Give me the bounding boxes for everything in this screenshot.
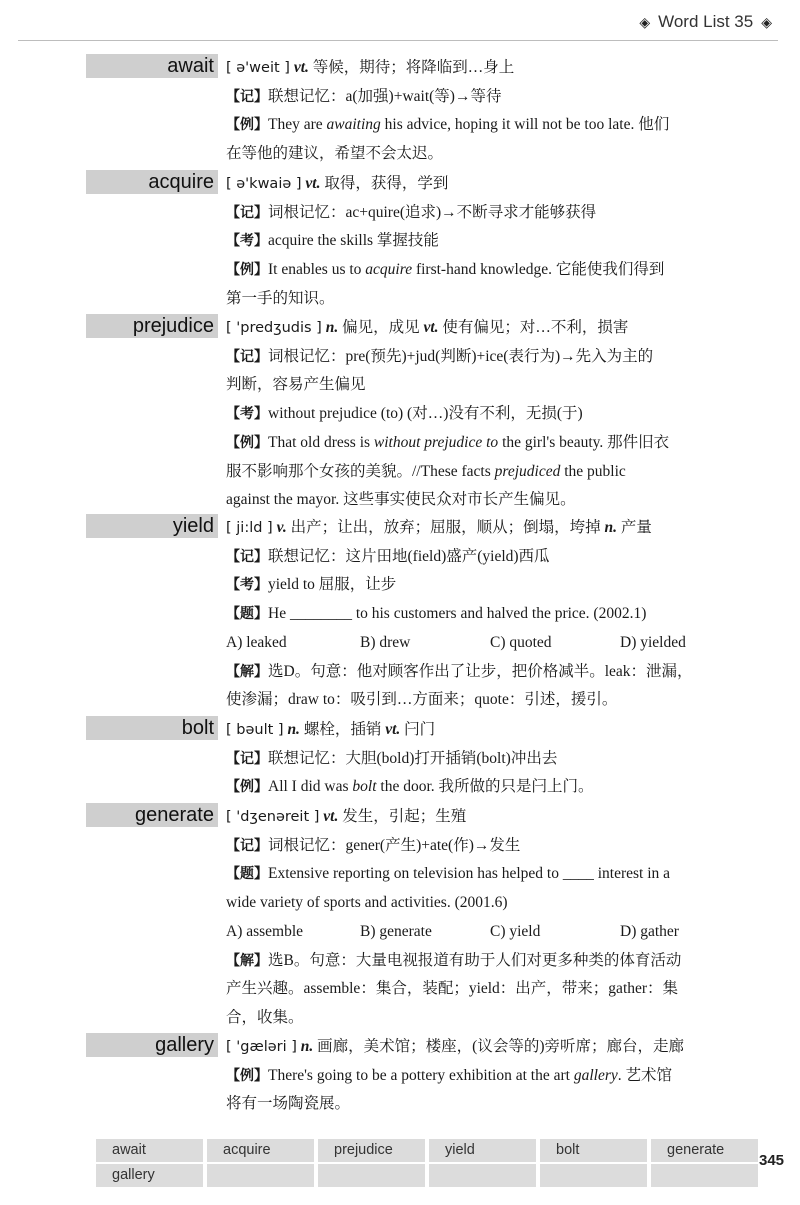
explanation-line	[226, 947, 761, 976]
entry-body	[226, 314, 761, 515]
part-of-speech: vt.	[385, 721, 401, 738]
text-part: the door. 我所做的只是闩上门。	[376, 778, 594, 796]
option-c: C) quoted	[490, 633, 552, 651]
review-word: bolt	[540, 1139, 647, 1162]
text-part: the public	[560, 462, 626, 480]
example-line	[226, 256, 761, 285]
memory-continuation	[226, 371, 761, 400]
text-part: That old dress is	[268, 433, 374, 451]
review-cell-empty	[318, 1164, 425, 1187]
tag-label: 【考】	[226, 406, 268, 423]
line-text: 第一手的知识。	[226, 289, 335, 307]
example-line	[226, 429, 761, 458]
entry-body	[226, 716, 761, 802]
tag-label: 【记】	[226, 88, 268, 105]
part-of-speech: vt.	[323, 808, 339, 825]
headword-box	[86, 803, 218, 827]
review-cell-empty	[429, 1164, 536, 1187]
line-text: acquire the skills 掌握技能	[268, 232, 439, 250]
tag-label: 【考】	[226, 577, 268, 594]
answer-options	[226, 918, 761, 947]
definition: 产量	[620, 519, 652, 536]
headword-box	[86, 170, 218, 194]
headword-box	[86, 54, 218, 78]
headword: gallery	[155, 1034, 214, 1056]
definition: 使有偏见；对…不利，损害	[442, 319, 629, 336]
part-of-speech: n.	[325, 319, 339, 336]
highlighted-word: awaiting	[326, 116, 381, 134]
tag-label: 【题】	[226, 606, 268, 623]
line-text: 选B。句意：大量电视报道有助于人们对更多种类的体育活动	[268, 951, 682, 969]
diamond-icon: ◈	[639, 13, 651, 30]
line-text: Extensive reporting on television has helped to ____ interest in a	[268, 865, 671, 883]
definition: 闩门	[404, 721, 436, 738]
part-of-speech: n.	[287, 721, 300, 738]
text-part: first-hand knowledge. 它能使我们得到	[412, 261, 665, 279]
review-cell-empty	[540, 1164, 647, 1187]
text-part: There's going to be a pottery exhibition at the art	[268, 1066, 574, 1084]
highlighted-word: without prejudice to	[373, 433, 499, 451]
line-text: 在等他的建议，希望不会太迟。	[226, 145, 444, 163]
line-text: 合，收集。	[226, 1008, 304, 1026]
question-continuation	[226, 889, 761, 918]
text-part: They are	[268, 116, 327, 134]
text-part: All I did was	[268, 778, 353, 796]
headword: acquire	[148, 171, 214, 193]
question-line	[226, 860, 761, 889]
line-text: 词根记忆：ac+quire(追求)→不断寻求才能够获得	[268, 203, 597, 221]
explanation-continuation	[226, 686, 761, 715]
example-continuation	[226, 458, 761, 487]
word-list-title: Word List 35	[658, 12, 754, 31]
example-continuation	[226, 140, 761, 169]
line-text: against the mayor. 这些事实使民众对市长产生偏见。	[226, 491, 576, 509]
option-a: A) assemble	[226, 922, 304, 940]
line-text: 联想记忆：a(加强)+wait(等)→等待	[268, 87, 502, 105]
phonetic: [ ə'kwaiə ]	[226, 176, 302, 192]
definition-line	[226, 803, 761, 832]
memory-line	[226, 199, 761, 228]
entry-body	[226, 170, 761, 314]
headword: prejudice	[132, 315, 214, 337]
review-word: yield	[429, 1139, 536, 1162]
highlighted-word: bolt	[352, 778, 377, 796]
example-line	[226, 773, 761, 802]
definition: 取得，获得，学到	[324, 175, 449, 192]
example-continuation	[226, 1090, 761, 1119]
headword: yield	[172, 515, 214, 537]
line-text: 产生兴趣。assemble：集合，装配；yield：出产，带来；gather：集	[226, 980, 679, 998]
option-a: A) leaked	[226, 633, 287, 651]
line-text: 使渗漏；draw to：吸引到…方面来；quote：引述，援引。	[226, 691, 618, 709]
definition: 画廊，美术馆；楼座，(议会等的)旁听席；廊台，走廊	[317, 1038, 684, 1055]
definition: 螺栓，插销	[303, 721, 382, 738]
page-number: 345	[759, 1152, 785, 1169]
tag-label: 【记】	[226, 750, 268, 767]
definition: 发生，引起；生殖	[342, 808, 467, 825]
tag-label: 【例】	[226, 262, 268, 279]
tag-label: 【记】	[226, 348, 268, 365]
header-divider	[18, 40, 778, 41]
text-part: his advice, hoping it will not be too late. 他们	[380, 116, 670, 134]
entry-body	[226, 514, 761, 715]
option-d: D) gather	[620, 922, 679, 940]
example-continuation	[226, 285, 761, 314]
line-text: 判断，容易产生偏见	[226, 376, 366, 394]
phonetic: [ 'predʒudis ]	[226, 320, 322, 336]
option-d: D) yielded	[620, 633, 686, 651]
tag-label: 【例】	[226, 1067, 268, 1084]
part-of-speech: n.	[300, 1038, 314, 1055]
definition: 偏见，成见	[342, 319, 420, 336]
memory-line	[226, 745, 761, 774]
headword-box	[86, 314, 218, 338]
line-text: 联想记忆：这片田地(field)盛产(yield)西瓜	[268, 547, 550, 565]
tag-label: 【解】	[226, 952, 268, 969]
part-of-speech: vt.	[305, 175, 321, 192]
definition-line	[226, 716, 761, 745]
memory-line	[226, 83, 761, 112]
diamond-icon: ◈	[761, 13, 772, 30]
part-of-speech: vt.	[293, 59, 309, 76]
highlighted-word: gallery	[573, 1066, 618, 1084]
tag-label: 【记】	[226, 837, 268, 854]
memory-line	[226, 343, 761, 372]
option-c: C) yield	[490, 922, 541, 940]
answer-options	[226, 629, 761, 658]
question-line	[226, 600, 761, 629]
review-word: prejudice	[318, 1139, 425, 1162]
review-word: generate	[651, 1139, 758, 1162]
example-continuation	[226, 486, 761, 515]
tag-label: 【记】	[226, 548, 268, 565]
line-text: 词根记忆：pre(预先)+jud(判断)+ice(表行为)→先入为主的	[268, 347, 654, 365]
exam-line	[226, 571, 761, 600]
headword: await	[167, 55, 214, 77]
definition-line	[226, 514, 761, 543]
definition-line	[226, 1033, 761, 1062]
line-text: 将有一场陶瓷展。	[226, 1095, 351, 1113]
exam-line	[226, 227, 761, 256]
memory-line	[226, 543, 761, 572]
phonetic: [ 'dʒenəreit ]	[226, 809, 320, 825]
tag-label: 【例】	[226, 117, 268, 134]
headword: bolt	[181, 717, 214, 739]
option-b: B) drew	[360, 633, 411, 651]
definition-line	[226, 54, 761, 83]
phonetic: [ 'gæləri ]	[226, 1039, 297, 1055]
definition-line	[226, 170, 761, 199]
tag-label: 【解】	[226, 663, 268, 680]
text-part: It enables us to	[268, 261, 366, 279]
phonetic: [ bəult ]	[226, 722, 284, 738]
line-text: 词根记忆：gener(产生)+ate(作)→发生	[268, 836, 521, 854]
tag-label: 【记】	[226, 204, 268, 221]
review-cell-empty	[651, 1164, 758, 1187]
review-word: acquire	[207, 1139, 314, 1162]
review-word: gallery	[96, 1164, 203, 1187]
text-part: 服不影响那个女孩的美貌。//These facts	[226, 462, 495, 480]
page-header	[639, 12, 772, 32]
tag-label: 【例】	[226, 434, 268, 451]
highlighted-word: prejudiced	[494, 462, 561, 480]
highlighted-word: acquire	[365, 261, 413, 279]
review-word: await	[96, 1139, 203, 1162]
tag-label: 【题】	[226, 866, 268, 883]
headword-box	[86, 514, 218, 538]
definition: 等候，期待；将降临到…身上	[312, 59, 515, 76]
line-text: 选D。句意：他对顾客作出了让步，把价格减半。leak：泄漏，	[268, 662, 693, 680]
text-part: the girl's beauty. 那件旧衣	[498, 433, 670, 451]
part-of-speech: v.	[276, 519, 287, 536]
memory-line	[226, 832, 761, 861]
text-part: . 艺术馆	[617, 1066, 672, 1084]
part-of-speech: vt.	[423, 319, 439, 336]
line-text: 联想记忆：大胆(bold)打开插销(bolt)冲出去	[268, 749, 558, 767]
entry-body	[226, 803, 761, 1033]
option-b: B) generate	[360, 922, 432, 940]
example-line	[226, 1062, 761, 1091]
headword-box	[86, 1033, 218, 1057]
review-cell-empty	[207, 1164, 314, 1187]
line-text: He ________ to his customers and halved the price. (2002.1)	[268, 605, 647, 623]
explanation-continuation	[226, 1004, 761, 1033]
tag-label: 【考】	[226, 233, 268, 250]
exam-line	[226, 400, 761, 429]
explanation-line	[226, 658, 761, 687]
headword: generate	[135, 804, 214, 826]
entry-body	[226, 54, 761, 169]
phonetic: [ ə'weit ]	[226, 60, 290, 76]
line-text: yield to 屈服，让步	[268, 576, 397, 594]
definition-line	[226, 314, 761, 343]
phonetic: [ ji:ld ]	[226, 520, 273, 536]
part-of-speech: n.	[604, 519, 618, 536]
review-word-grid	[96, 1139, 758, 1189]
example-line	[226, 111, 761, 140]
tag-label: 【例】	[226, 779, 268, 796]
definition: 出产；让出，放弃；屈服，顺从；倒塌，垮掉	[290, 519, 601, 536]
headword-box	[86, 716, 218, 740]
entry-body	[226, 1033, 761, 1119]
line-text: without prejudice (to) (对…)没有不利，无损(于)	[268, 405, 583, 423]
explanation-continuation	[226, 975, 761, 1004]
line-text: wide variety of sports and activities. (2001.6)	[226, 894, 508, 912]
